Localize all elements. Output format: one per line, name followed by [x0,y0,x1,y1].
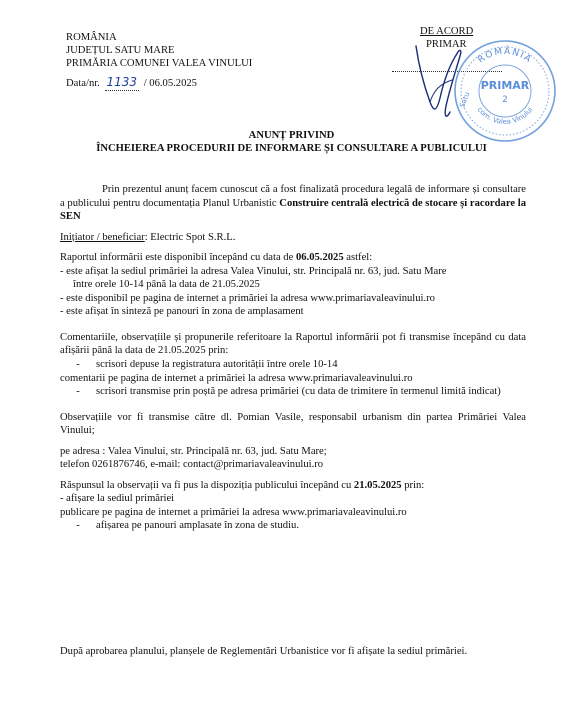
header-country: ROMÂNIA [66,32,117,43]
bullet-mark: - [76,386,80,398]
comments-bullet-1 [60,358,526,372]
document-header [66,31,252,91]
header-county: JUDEȚUL SATU MARE [66,45,175,57]
raport-item-2: - este disponibil pe pagina de internet a primăriei la adresa www.primariavaleavinului.ro [60,292,435,304]
document-title [0,129,583,155]
comments-intro: Comentariile, observațiile și propunerile referitoare la Raportul informării pot fi transmise începând cu data afișării până la data de 21.05.2025 prin: [60,331,526,357]
intro-paragraph [60,183,526,224]
response-item-1: - afișare la sediul primăriei [60,493,175,505]
response-item-3: afișarea pe panouri amplasate în zona de studiu. [96,520,299,532]
registration-date: / 06.05.2025 [143,77,197,89]
data-nr-label: Data/nr. [66,77,100,89]
raport-date: 06.05.2025 [295,252,344,264]
raport-item-1-cont: între orele 10-14 până la data de 21.05.2025 [73,279,260,291]
final-paragraph: După aprobarea planului, planșele de Reglementări Urbanistice vor fi afișate la sediul primăriei. [60,646,468,657]
document-body [60,183,526,533]
stamp-middle-text: PRIMAR [480,79,530,92]
header-institution: PRIMĂRIA COMUNEI VALEA VINULUI [66,58,253,70]
registration-number: 1133 [106,74,138,89]
project-name: Construire centrală electrică de stocare și racordare la SEN [60,197,526,223]
stamp-bottom-text: com. Valea Vinului [475,105,535,126]
signature-icon [400,40,480,130]
initiator-line [60,231,526,245]
observations-text: Observațiile vor fi transmise către dl. Pomian Vasile, responsabil urbanism din partea Primăriei Valea Vinului; [60,411,526,437]
response-intro-tail: prin: [401,479,425,491]
approval-label: DE ACORD [420,26,474,37]
raport-item-3: - este afișat în sinteză pe panouri în zona de amplasament [60,306,304,318]
approval-primar: PRIMAR [426,39,467,51]
response-date: 21.05.2025 [353,479,402,491]
comments-internet: comentarii pe pagina de internet a primăriei la adresa www.primariavaleavinului.ro [60,372,413,384]
comments-bullet-2 [60,385,526,399]
response-bullet [60,519,526,533]
header-registration [66,75,252,91]
response-intro-text: Răspunsul la observații va fi pus la dispoziția publicului începând cu [60,479,354,491]
raport-item-1: - este afișat la sediul primăriei la adresa Valea Vinului, str. Principală nr. 63, jud. Satu Mare [60,265,447,277]
stamp-number: 2 [502,95,508,105]
stamp-top-text: ROMÂNIA [476,46,534,66]
observations-address: pe adresa : Valea Vinului, str. Principală nr. 63, jud. Satu Mare; [60,445,327,457]
stamp-left-text: Satu [458,90,472,109]
comments-bullet-2-text: scrisori transmise prin poștă pe adresa primăriei (cu data de trimitere în termenul limită indicat) [96,386,501,398]
bullet-mark: - [76,520,80,532]
raport-intro-tail: astfel: [343,252,373,264]
title-line-2: ÎNCHEIEREA PROCEDURII DE INFORMARE ȘI CONSULTARE A PUBLICULUI [96,143,487,155]
bullet-mark: - [76,359,80,371]
svg-text:ROMÂNIA [476,45,533,66]
response-intro [60,479,526,493]
intro-text: Prin prezentul anunț facem cunoscut că a fost finalizată procedura legală de informare și consultare a publicului pentru documentația Planul Urbanistic [60,184,526,209]
title-line-1: ANUNȚ PRIVIND [248,130,335,141]
response-item-2: publicare pe pagina de internet a primăriei la adresa www.primariavaleavinului.ro [60,506,407,518]
initiator-label: Inițiator / beneficiar [60,231,145,243]
observations-contact: telefon 0261876746, e-mail: contact@primariavaleavinului.ro [60,459,324,471]
raport-intro-text: Raportul informării este disponibil începând cu data de [60,252,296,264]
svg-text:com. Valea Vinului [476,106,535,126]
initiator-value: : Electric Spot S.R.L. [144,231,236,243]
comments-bullet-1-text: scrisori depuse la registratura autorității între orele 10-14 [96,359,338,371]
raport-intro [60,251,526,265]
